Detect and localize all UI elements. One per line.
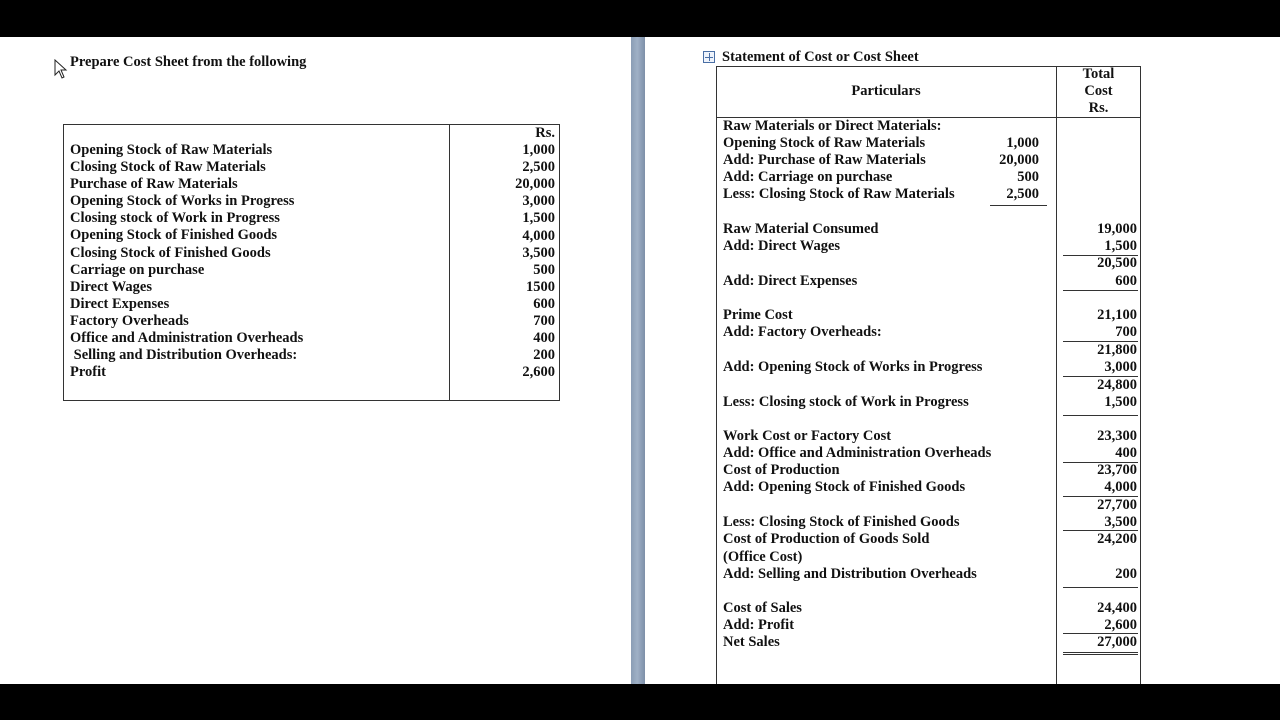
total-prime-cost: 21,100	[1097, 307, 1137, 323]
given-row-value: 4,000	[522, 227, 555, 244]
right-document-page	[645, 37, 1280, 684]
given-row-label: Purchase of Raw Materials	[70, 176, 238, 193]
table-move-handle-icon[interactable]	[703, 51, 715, 63]
given-row-label: Office and Administration Overheads	[70, 330, 304, 347]
label-add-profit: Add: Profit	[723, 617, 795, 633]
total-opening-wip: 3,000	[1104, 359, 1137, 375]
label-add-selling: Add: Selling and Distribution Overheads	[723, 566, 977, 582]
label-raw-materials: Raw Materials or Direct Materials:	[723, 118, 942, 134]
label-add-wages: Add: Direct Wages	[723, 238, 841, 254]
total-header-line1: Total	[1082, 66, 1115, 82]
given-row-value: 2,600	[522, 364, 555, 381]
mouse-pointer-icon	[54, 59, 68, 79]
given-row-value: 700	[533, 313, 555, 330]
rule-2	[1063, 290, 1138, 291]
label-opening-raw: Opening Stock of Raw Materials	[723, 135, 926, 151]
given-row-value: 3,500	[522, 244, 555, 261]
given-row-label: Opening Stock of Works in Progress	[70, 193, 295, 210]
given-row-value: 400	[533, 330, 555, 347]
mid-carriage: 500	[1017, 169, 1039, 185]
label-less-closing-fg: Less: Closing Stock of Finished Goods	[723, 514, 960, 530]
total-opening-fg: 4,000	[1104, 479, 1137, 495]
particulars-header: Particulars	[851, 83, 921, 99]
given-row-label: Direct Expenses	[70, 295, 170, 312]
page-divider[interactable]	[631, 37, 645, 684]
label-prime-cost: Prime Cost	[723, 307, 793, 323]
label-add-office: Add: Office and Administration Overheads	[723, 445, 992, 461]
given-row-value: 20,000	[515, 176, 555, 193]
left-document-page	[0, 37, 631, 684]
total-cost-of-production: 23,700	[1097, 462, 1137, 478]
mid-underline	[990, 205, 1047, 206]
total-factory: 700	[1115, 324, 1137, 340]
label-cost-of-sales: Cost of Sales	[723, 600, 802, 616]
total-closing-wip: 1,500	[1104, 394, 1137, 410]
given-labels-column	[70, 142, 303, 381]
label-rm-consumed: Raw Material Consumed	[723, 221, 879, 237]
label-cost-of-production: Cost of Production	[723, 462, 840, 478]
given-row-label: Carriage on purchase	[70, 261, 205, 278]
given-row-value: 1500	[526, 278, 555, 295]
column-divider	[449, 125, 450, 400]
total-subtotal3: 24,800	[1097, 377, 1137, 393]
mid-purchase: 20,000	[999, 152, 1039, 168]
total-expenses: 600	[1115, 273, 1137, 289]
given-row-value: 1,000	[522, 142, 555, 159]
given-row-label: Direct Wages	[70, 278, 153, 295]
total-profit: 2,600	[1104, 617, 1137, 633]
label-add-expenses: Add: Direct Expenses	[723, 273, 858, 289]
total-cogs: 24,200	[1097, 531, 1137, 547]
total-wages: 1,500	[1104, 238, 1137, 254]
total-closing-fg: 3,500	[1104, 514, 1137, 530]
cost-sheet-heading: Statement of Cost or Cost Sheet	[722, 49, 919, 65]
total-net-sales: 27,000	[1097, 634, 1137, 650]
total-subtotal4: 27,700	[1097, 497, 1137, 513]
label-add-opening-wip: Add: Opening Stock of Works in Progress	[723, 359, 983, 375]
rule-5	[1063, 415, 1138, 416]
given-row-label: Factory Overheads	[70, 312, 189, 329]
label-less-closing-raw: Less: Closing Stock of Raw Materials	[723, 186, 955, 202]
given-row-value: 3,000	[522, 193, 555, 210]
given-row-label: Selling and Distribution Overheads:	[70, 347, 298, 364]
given-row-value: 200	[533, 347, 555, 364]
total-rm-consumed: 19,000	[1097, 221, 1137, 237]
total-cost-of-sales: 24,400	[1097, 600, 1137, 616]
label-net-sales: Net Sales	[723, 634, 780, 650]
total-subtotal1: 20,500	[1097, 255, 1137, 271]
given-row-value: 1,500	[522, 210, 555, 227]
label-office-cost: (Office Cost)	[723, 549, 803, 565]
total-office: 400	[1115, 445, 1137, 461]
given-row-label: Closing Stock of Finished Goods	[70, 244, 271, 261]
given-data-table	[63, 124, 560, 401]
label-add-carriage: Add: Carriage on purchase	[723, 169, 893, 185]
total-header-line2: Cost	[1084, 83, 1113, 99]
question-heading: Prepare Cost Sheet from the following	[70, 54, 307, 70]
rule-9	[1063, 587, 1138, 588]
label-add-purchase: Add: Purchase of Raw Materials	[723, 152, 926, 168]
total-header-line3: Rs.	[1088, 100, 1109, 116]
given-row-value: 500	[533, 261, 555, 278]
given-row-label: Closing stock of Work in Progress	[70, 210, 280, 227]
mid-opening-raw: 1,000	[1006, 135, 1039, 151]
given-row-value: 600	[533, 295, 555, 312]
given-row-label: Closing Stock of Raw Materials	[70, 159, 266, 176]
given-row-value: 2,500	[522, 159, 555, 176]
mid-closing-raw: 2,500	[1006, 186, 1039, 202]
net-sales-double-rule	[1063, 652, 1138, 655]
given-row-label: Opening Stock of Finished Goods	[70, 227, 278, 244]
label-add-factory: Add: Factory Overheads:	[723, 324, 882, 340]
given-values-column	[455, 125, 555, 381]
given-row-label: Profit	[70, 364, 106, 381]
total-selling: 200	[1115, 566, 1137, 582]
total-works-cost: 23,300	[1097, 428, 1137, 444]
label-add-opening-fg: Add: Opening Stock of Finished Goods	[723, 479, 966, 495]
given-row-label: Opening Stock of Raw Materials	[70, 142, 273, 158]
label-less-closing-wip: Less: Closing stock of Work in Progress	[723, 394, 969, 410]
rs-column-header: Rs.	[535, 125, 555, 141]
total-column-separator	[1056, 66, 1057, 684]
label-cogs: Cost of Production of Goods Sold	[723, 531, 930, 547]
label-works-cost: Work Cost or Factory Cost	[723, 428, 892, 444]
total-subtotal2: 21,800	[1097, 342, 1137, 358]
